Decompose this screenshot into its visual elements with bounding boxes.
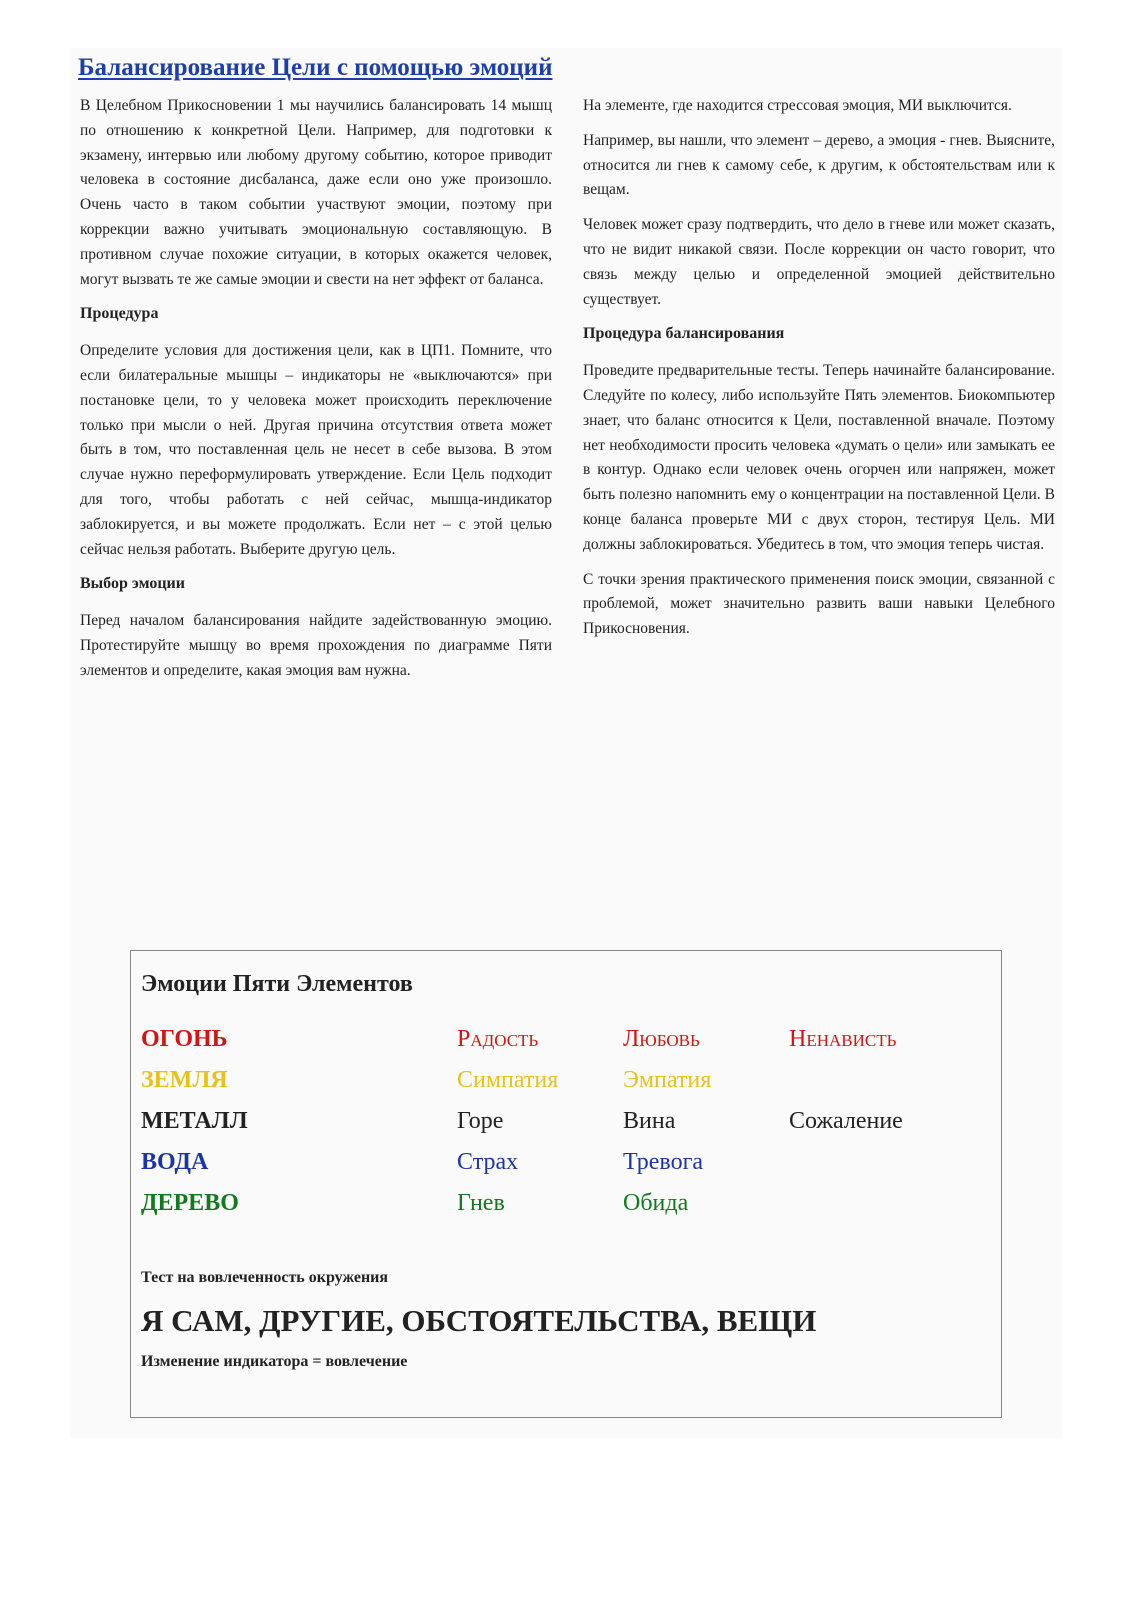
element-name: ОГОНЬ [141, 1026, 228, 1052]
box-title: Эмоции Пяти Элементов [141, 971, 413, 997]
emotion-1: Гнев [457, 1190, 505, 1216]
emotions-table [141, 1019, 903, 1224]
emotion-2: Тревога [623, 1149, 704, 1175]
procedure-paragraph: Определите условия для достижения цели, как в ЦП1. Помните, что если билатеральные мышцы – индикаторы не «выключаются» при постановке цели, то у человека может происходить переключение только при мысли о ней. Другая причина отсутствия ответа может быть в том, что поставленная цель не несет в себе вызова. В этом случае нужно переформулировать утверждение. Если Цель подходит для того, чтобы работать с ней сейчас, мышца-индикатор заблокируется, и вы можете продолжать. Если нет – с этой целью сейчас нельзя работать. Выберите другую цель. [80, 342, 552, 558]
element-row [141, 1142, 903, 1183]
test-label: Тест на вовлеченность окружения [141, 1269, 389, 1286]
intro-paragraph: В Целебном Прикосновении 1 мы научились балансировать 14 мышц по отношению к конкретной Цели. Например, для подготовки к экзамену, интервью или любому другому событию, которое приводит человека в состояние дисбаланса, даже если оно уже произошло. Очень часто в таком событии участвуют эмоции, поэтому при коррекции важно учитывать эмоциональную составляющую. В противном случае похожие ситуации, в которых окажется человек, могут вызвать те же самые эмоции и свести на нет эффект от баланса. [80, 97, 552, 288]
emotion-3 [789, 1060, 903, 1101]
test-note: Изменение индикатора = вовлечение [141, 1353, 408, 1370]
balancing-procedure-heading: Процедура балансирования [583, 325, 785, 343]
element-name: МЕТАЛЛ [141, 1108, 248, 1134]
element-name: ЗЕМЛЯ [141, 1067, 228, 1093]
stress-element-paragraph: На элементе, где находится стрессовая эмоция, МИ выключится. [583, 97, 1012, 114]
emotion-1: Радость [457, 1026, 539, 1052]
element-row [141, 1060, 903, 1101]
element-row [141, 1183, 903, 1224]
emotion-2: Вина [623, 1108, 676, 1134]
page-title: Балансирование Цели с помощью эмоций [78, 54, 553, 81]
emotion-3 [789, 1183, 903, 1224]
emotion-3: Ненависть [789, 1026, 897, 1052]
emotion-1: Страх [457, 1149, 519, 1175]
emotion-choice-paragraph: Перед началом балансирования найдите задействованную эмоцию. Протестируйте мышцу во время прохождения по диаграмме Пяти элементов и определите, какая эмоция вам нужна. [80, 612, 552, 679]
element-name: ДЕРЕВО [141, 1190, 239, 1216]
five-elements-box [130, 950, 1002, 1418]
emotion-1: Симпатия [457, 1067, 559, 1093]
emotion-3: Сожаление [789, 1108, 903, 1134]
left-column [80, 94, 552, 694]
right-column [583, 94, 1055, 652]
emotion-choice-heading: Выбор эмоции [80, 575, 185, 593]
emotion-2: Любовь [623, 1026, 700, 1052]
example-paragraph: Например, вы нашли, что элемент – дерево, а эмоция - гнев. Выясните, относится ли гнев к самому себе, к другим, к обстоятельствам или к вещам. [583, 131, 1055, 199]
emotion-3 [789, 1142, 903, 1183]
emotion-2: Эмпатия [623, 1067, 712, 1093]
procedure-heading: Процедура [80, 305, 159, 323]
element-name: ВОДА [141, 1149, 209, 1175]
confirmation-paragraph: Человек может сразу подтвердить, что дело в гневе или может сказать, что не видит никакой связи. После коррекции он часто говорит, что связь между целью и определенной эмоцией действительно существует. [583, 216, 1055, 308]
emotion-2: Обида [623, 1190, 689, 1216]
test-words: Я САМ, ДРУГИЕ, ОБСТОЯТЕЛЬСТВА, ВЕЩИ [141, 1303, 817, 1338]
emotion-1: Горе [457, 1108, 504, 1134]
element-row [141, 1019, 903, 1060]
element-row [141, 1101, 903, 1142]
balancing-paragraph: Проведите предварительные тесты. Теперь начинайте балансирование. Следуйте по колесу, либо используйте Пять элементов. Биокомпьютер знает, что баланс относится к Цели, поставленной вначале. Поэтому нет необходимости просить человека «думать о цели» или замыкать ее в контур. Однако если человек очень огорчен или напряжен, может быть полезно напомнить ему о концентрации на поставленной Цели. В конце баланса проверьте МИ с двух сторон, тестируя Цель. МИ должны заблокироваться. Убедитесь в том, что эмоция теперь чистая. [583, 362, 1055, 553]
practical-paragraph: С точки зрения практического применения поиск эмоции, связанной с проблемой, может значительно развить ваши навыки Целебного Прикосновения. [583, 570, 1055, 638]
